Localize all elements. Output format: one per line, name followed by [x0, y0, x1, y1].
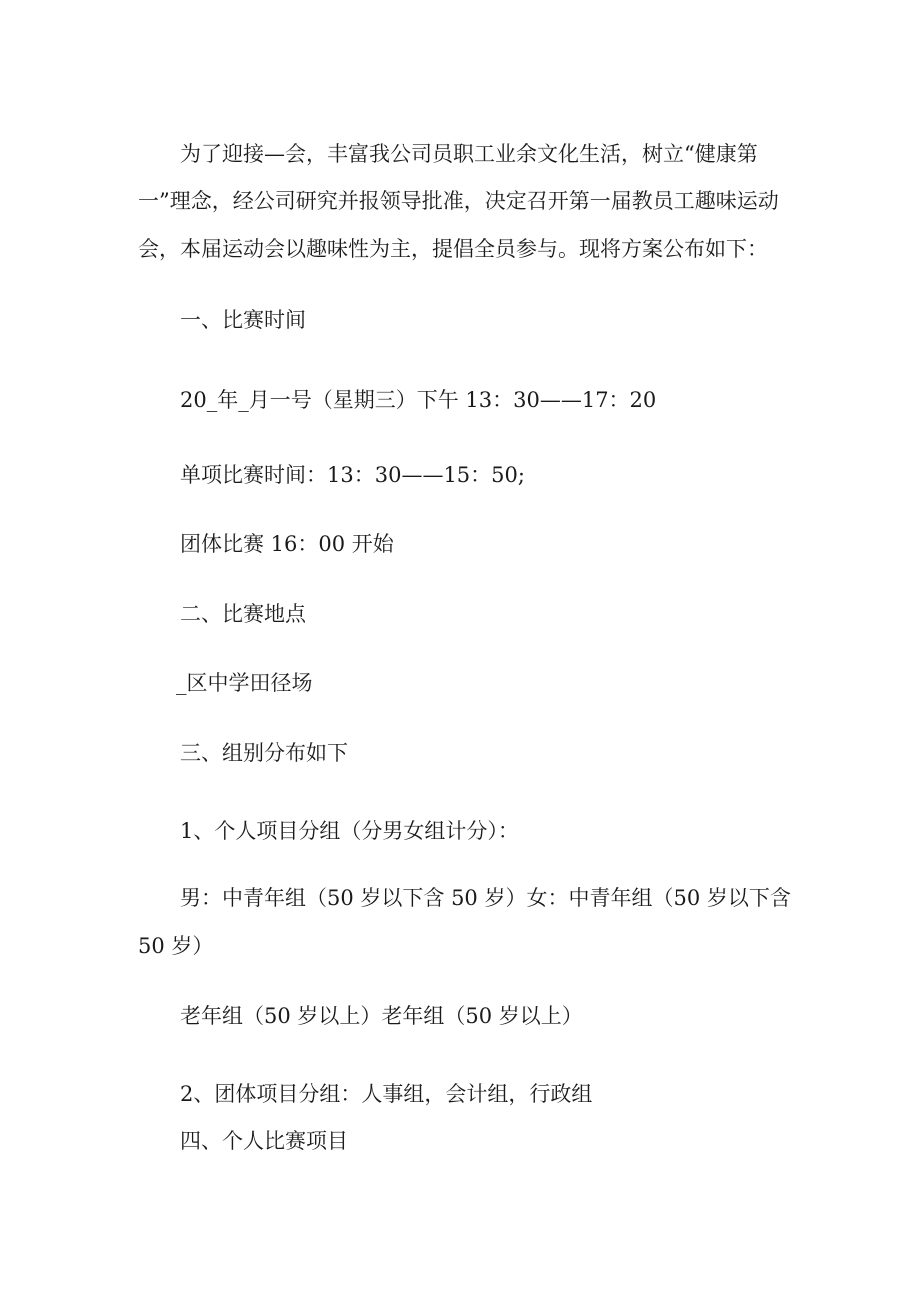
- intro-paragraph-line-1: 为了迎接—会，丰富我公司员职工业余文化生活，树立“健康第: [180, 142, 758, 166]
- groups-line-1: 男：中青年组（50 岁以下含 50 岁）女：中青年组（50 岁以下含: [180, 886, 791, 910]
- section-heading-groups: 三、组别分布如下: [180, 741, 348, 765]
- team-event-time: 团体比赛 16：00 开始: [180, 532, 394, 556]
- event-date: 20_年_月一号（星期三）下午 13：30——17：20: [180, 388, 657, 412]
- individual-event-time: 单项比赛时间：13：30——15：50;: [180, 463, 525, 487]
- groups-line-3: 老年组（50 岁以上）老年组（50 岁以上）: [180, 1004, 583, 1028]
- section-heading-time: 一、比赛时间: [180, 308, 306, 332]
- section-heading-venue: 二、比赛地点: [180, 602, 306, 626]
- intro-paragraph-line-3: 会，本届运动会以趣味性为主，提倡全员参与。现将方案公布如下：: [138, 237, 768, 261]
- groups-line-2: 50 岁）: [138, 934, 214, 958]
- team-groups-label: 2、团体项目分组：人事组，会计组，行政组: [180, 1082, 593, 1106]
- section-heading-individual-events: 四、个人比赛项目: [180, 1129, 348, 1153]
- intro-paragraph-line-2: 一”理念，经公司研究并报领导批准，决定召开第一届教员工趣味运动: [138, 189, 779, 213]
- individual-groups-label: 1、个人项目分组（分男女组计分）：: [180, 819, 519, 843]
- venue-text: _区中学田径场: [176, 671, 313, 695]
